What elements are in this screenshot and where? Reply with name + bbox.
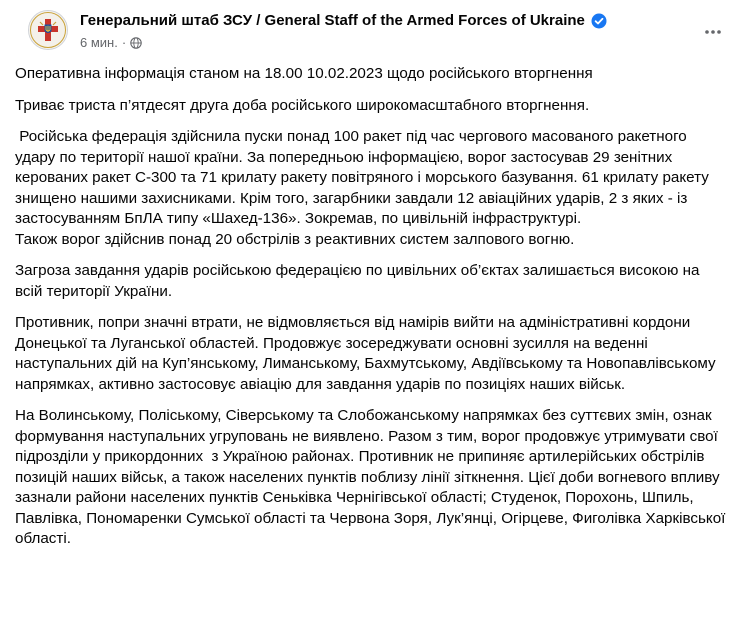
post-paragraph-enemy-intent: Противник, попри значні втрати, не відмовляється від намірів вийти на адміністративні кордони Донецької та Луганської областей. Продовжує зосереджувати основні зусилля на веденні наступальних дій на Куп’янському, Лиманському, Бахмутському, Авдіївському та Новопавлівському напрямках, активно застосовує авіацію для завдання ударів по позиціях наших військ. [15,314,720,393]
author-line [80,12,607,29]
meta-separator: · [121,35,127,50]
verified-badge-icon [591,13,607,29]
post-header [16,0,729,64]
post-paragraph-threat: Загроза завдання ударів російською федерацією по цивільних об’єктах залишається високою на всій території України. [15,262,704,300]
globe-icon [130,37,142,49]
post-text [15,64,730,561]
post-paragraph-missile-strike: Російська федерація здійснила пуски понад 100 ракет під час чергового масованого ракетного удару по території нашої країни. За попередньою інформацією, ворог застосував 29 зенітних керованих ракет С-300 та 71 крилату ракету повітряного і морського базування. 61 крилату ракету знищено нашими захисниками. Крім того, загарбники завдали 12 авіаційних ударів, 2 з яких - із застосуванням БпЛА типу «Шахед-136». Зокремав, по цивільній інфраструктурі. Також ворог здійснив понад 20 обстрілів з реактивних систем залпового вогню. [15,128,709,248]
post-timestamp-link[interactable]: 6 мин. [80,35,118,50]
more-options-icon [703,22,723,42]
author-name-link[interactable]: Генеральний штаб ЗСУ / General Staff of the Armed Forces of Ukraine [80,12,585,29]
post-paragraph-directions: На Волинському, Поліському, Сіверському та Слобожанському напрямках без суттєвих змін, ознак формування наступальних угруповань не виявлено. Разом з тим, ворог продовжує утримувати свої підрозділи у прикордонних з Україною районах. Противник не припиняє артилерійських обстрілів позицій наших військ, а також населених пунктів поблизу лінії зіткнення. Цієї доби вогневого впливу зазнали райони населених пунктів Сеньківка Чернігівської області; Студенок, Порохонь, Шпиль, Павлівка, Пономаренки Сумської області та Червона Зоря, Лук’янці, Огірцеве, Фиголівка Харківської області. [15,407,730,547]
post-paragraph-headline: Оперативна інформація станом на 18.00 10.02.2023 щодо російського вторгнення [15,65,593,82]
post-paragraph-day-count: Триває триста п’ятдесят друга доба російського широкомасштабного вторгнення. [15,96,590,114]
more-options-button[interactable] [697,16,729,48]
coat-of-arms-icon [29,11,67,49]
post-meta [80,35,142,50]
author-avatar[interactable] [28,10,68,50]
